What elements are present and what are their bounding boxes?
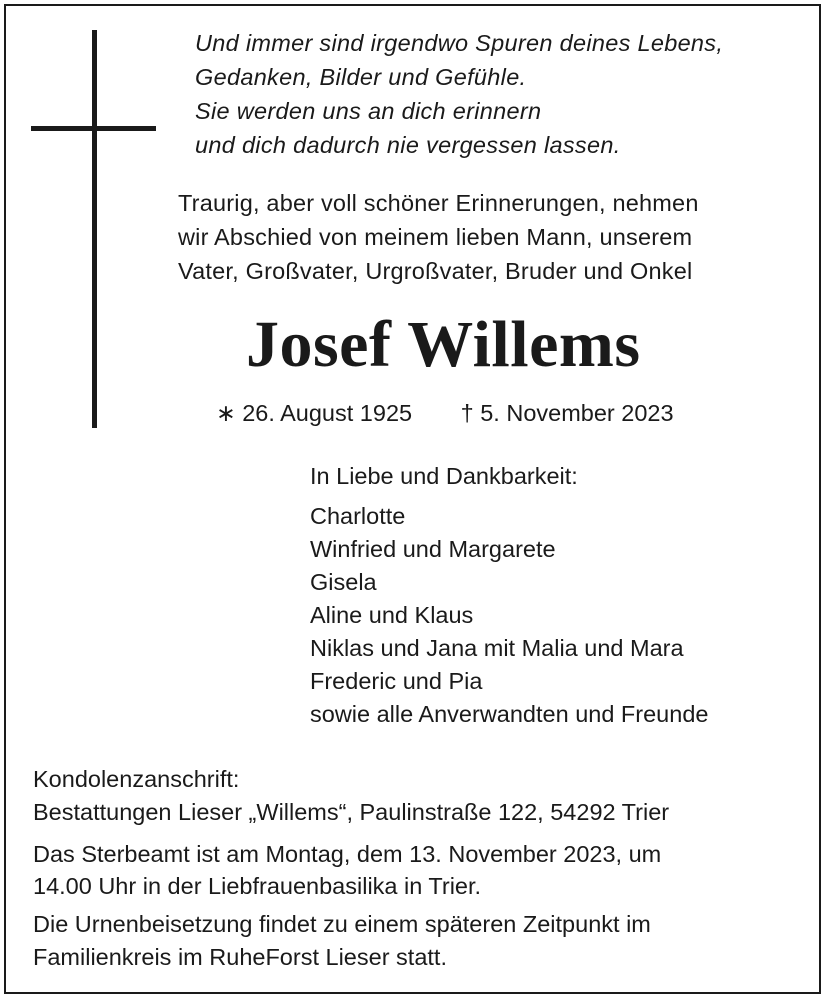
verse-line: und dich dadurch nie vergessen lassen. bbox=[195, 132, 621, 158]
condolence-label: Kondolenzanschrift: bbox=[33, 766, 240, 792]
intro-line: Traurig, aber voll schöner Erinnerungen, nehmen bbox=[178, 190, 699, 216]
verse-line: Und immer sind irgendwo Spuren deines Lebens, bbox=[195, 30, 724, 56]
birth-date: ∗ 26. August 1925 bbox=[216, 400, 413, 426]
mourner-entry: Niklas und Jana mit Malia und Mara bbox=[310, 635, 684, 661]
deceased-name: Josef Willems bbox=[246, 308, 641, 381]
life-dates bbox=[216, 396, 674, 430]
verse-line: Gedanken, Bilder und Gefühle. bbox=[195, 64, 527, 90]
mourner-entry: Frederic und Pia bbox=[310, 668, 483, 694]
cross-vertical-bar bbox=[92, 30, 97, 428]
burial-line: Die Urnenbeisetzung findet zu einem späteren Zeitpunkt im bbox=[33, 911, 651, 937]
farewell-intro bbox=[178, 186, 800, 288]
condolence-address: Bestattungen Lieser „Willems“, Paulinstraße 122, 54292 Trier bbox=[33, 799, 670, 825]
condolence-address-block bbox=[33, 763, 669, 829]
burial-line: Familienkreis im RuheForst Lieser statt. bbox=[33, 944, 447, 970]
requiem-line: 14.00 Uhr in der Liebfrauenbasilika in Trier. bbox=[33, 873, 482, 899]
requiem-info bbox=[33, 838, 803, 902]
death-date: † 5. November 2023 bbox=[460, 400, 674, 426]
intro-line: wir Abschied von meinem lieben Mann, unserem bbox=[178, 224, 693, 250]
mourners-list bbox=[310, 460, 708, 731]
cross-horizontal-bar bbox=[31, 126, 156, 131]
requiem-line: Das Sterbeamt ist am Montag, dem 13. November 2023, um bbox=[33, 841, 662, 867]
mourner-entry: Charlotte bbox=[310, 503, 406, 529]
verse-line: Sie werden uns an dich erinnern bbox=[195, 98, 542, 124]
urn-burial-info bbox=[33, 908, 803, 974]
mourner-entry: sowie alle Anverwandten und Freunde bbox=[310, 701, 709, 727]
mourner-entry: Winfried und Margarete bbox=[310, 536, 556, 562]
intro-line: Vater, Großvater, Urgroßvater, Bruder und Onkel bbox=[178, 258, 693, 284]
mourner-entry: Aline und Klaus bbox=[310, 602, 474, 628]
mourner-entry: Gisela bbox=[310, 569, 377, 595]
memorial-verse bbox=[195, 26, 805, 162]
mourners-heading: In Liebe und Dankbarkeit: bbox=[310, 463, 578, 489]
